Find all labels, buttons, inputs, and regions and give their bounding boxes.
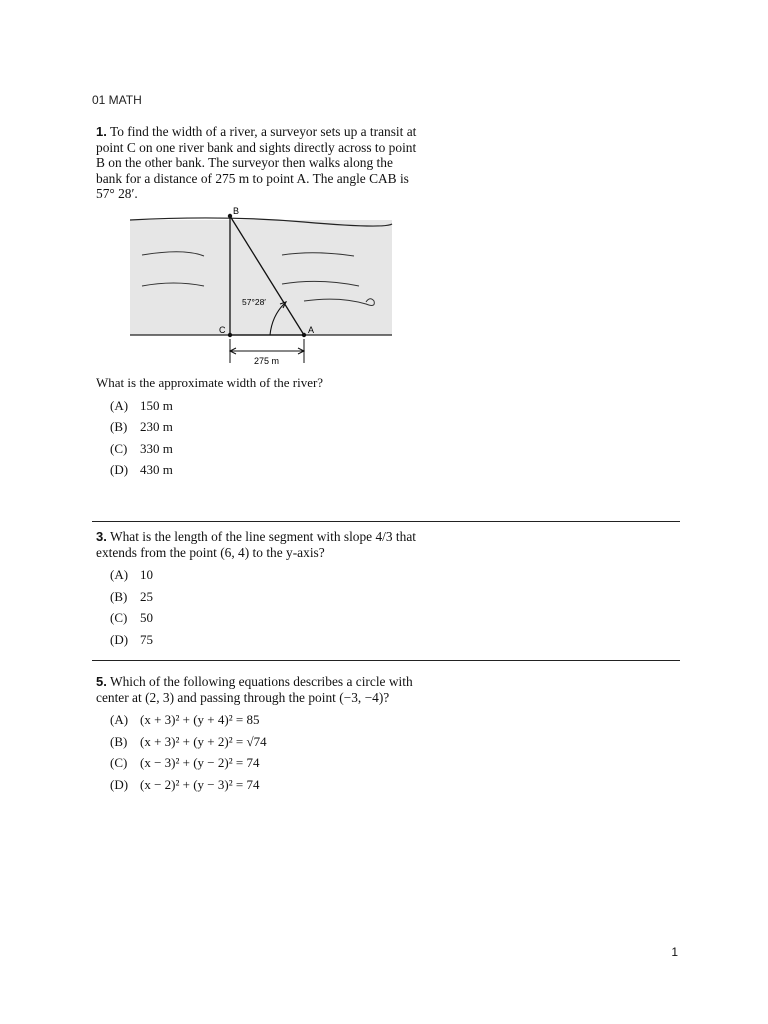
problem-3	[96, 529, 422, 650]
problem-1-number: 1.	[96, 124, 107, 139]
river-diagram	[104, 206, 394, 371]
choice-1a: (A) 150 m	[110, 397, 173, 413]
problem-5-text	[96, 674, 422, 705]
choice-5a: (A) (x + 3)² + (y + 4)² = 85	[110, 712, 260, 727]
page-number: 1	[671, 945, 678, 959]
point-a	[302, 332, 306, 336]
point-b	[228, 213, 232, 217]
problem-1-text	[96, 124, 422, 202]
problem-1	[96, 124, 422, 481]
problem-1-choices	[110, 395, 422, 481]
point-c	[228, 332, 232, 336]
problem-1-statement: To find the width of a river, a surveyor sets up a transit at point C on one river bank and sights directly across to point B on the other bank. The surveyor then walks along the bank for a distance of 275 m to point A. The angle CAB is 57° 28′.	[96, 124, 417, 201]
river-water	[130, 220, 392, 335]
choice-5d: (D) (x − 2)² + (y − 3)² = 74	[110, 776, 260, 792]
distance-label: 275 m	[254, 355, 280, 366]
problem-1-followup: What is the approximate width of the river?	[96, 374, 324, 390]
problem-5-statement: Which of the following equations describes a circle with center at (2, 3) and passing through the point (−3, −4)?	[96, 674, 413, 705]
page-header: 01 MATH	[92, 93, 142, 107]
problem-5-number: 5.	[96, 674, 107, 689]
choice-1b: (B) 230 m	[110, 419, 173, 434]
problem-3-number: 3.	[96, 529, 107, 544]
choice-3b: (B) 25	[110, 588, 153, 604]
river-diagram-svg	[104, 206, 394, 371]
problem-3-text	[96, 529, 422, 560]
divider-1	[92, 521, 680, 522]
problem-3-statement: What is the length of the line segment with slope 4/3 that extends from the point (6, 4) to the y-axis?	[96, 529, 417, 560]
label-b: B	[233, 205, 240, 216]
angle-label: 57°28′	[242, 296, 266, 307]
choice-1c: (C) 330 m	[110, 440, 173, 456]
choice-3d: (D) 75	[110, 631, 153, 647]
label-c: C	[219, 324, 226, 335]
choice-5c: (C) (x − 3)² + (y − 2)² = 74	[110, 755, 260, 770]
problem-5-choices	[110, 709, 422, 795]
choice-1d: (D) 430 m	[110, 462, 173, 477]
choice-3c: (C) 50	[110, 610, 153, 625]
choice-5b: (B) (x + 3)² + (y + 2)² = √74	[110, 733, 267, 749]
problem-3-choices	[110, 564, 422, 650]
divider-2	[92, 660, 680, 661]
label-a: A	[308, 324, 315, 335]
choice-3a: (A) 10	[110, 567, 153, 582]
problem-5	[96, 674, 422, 795]
